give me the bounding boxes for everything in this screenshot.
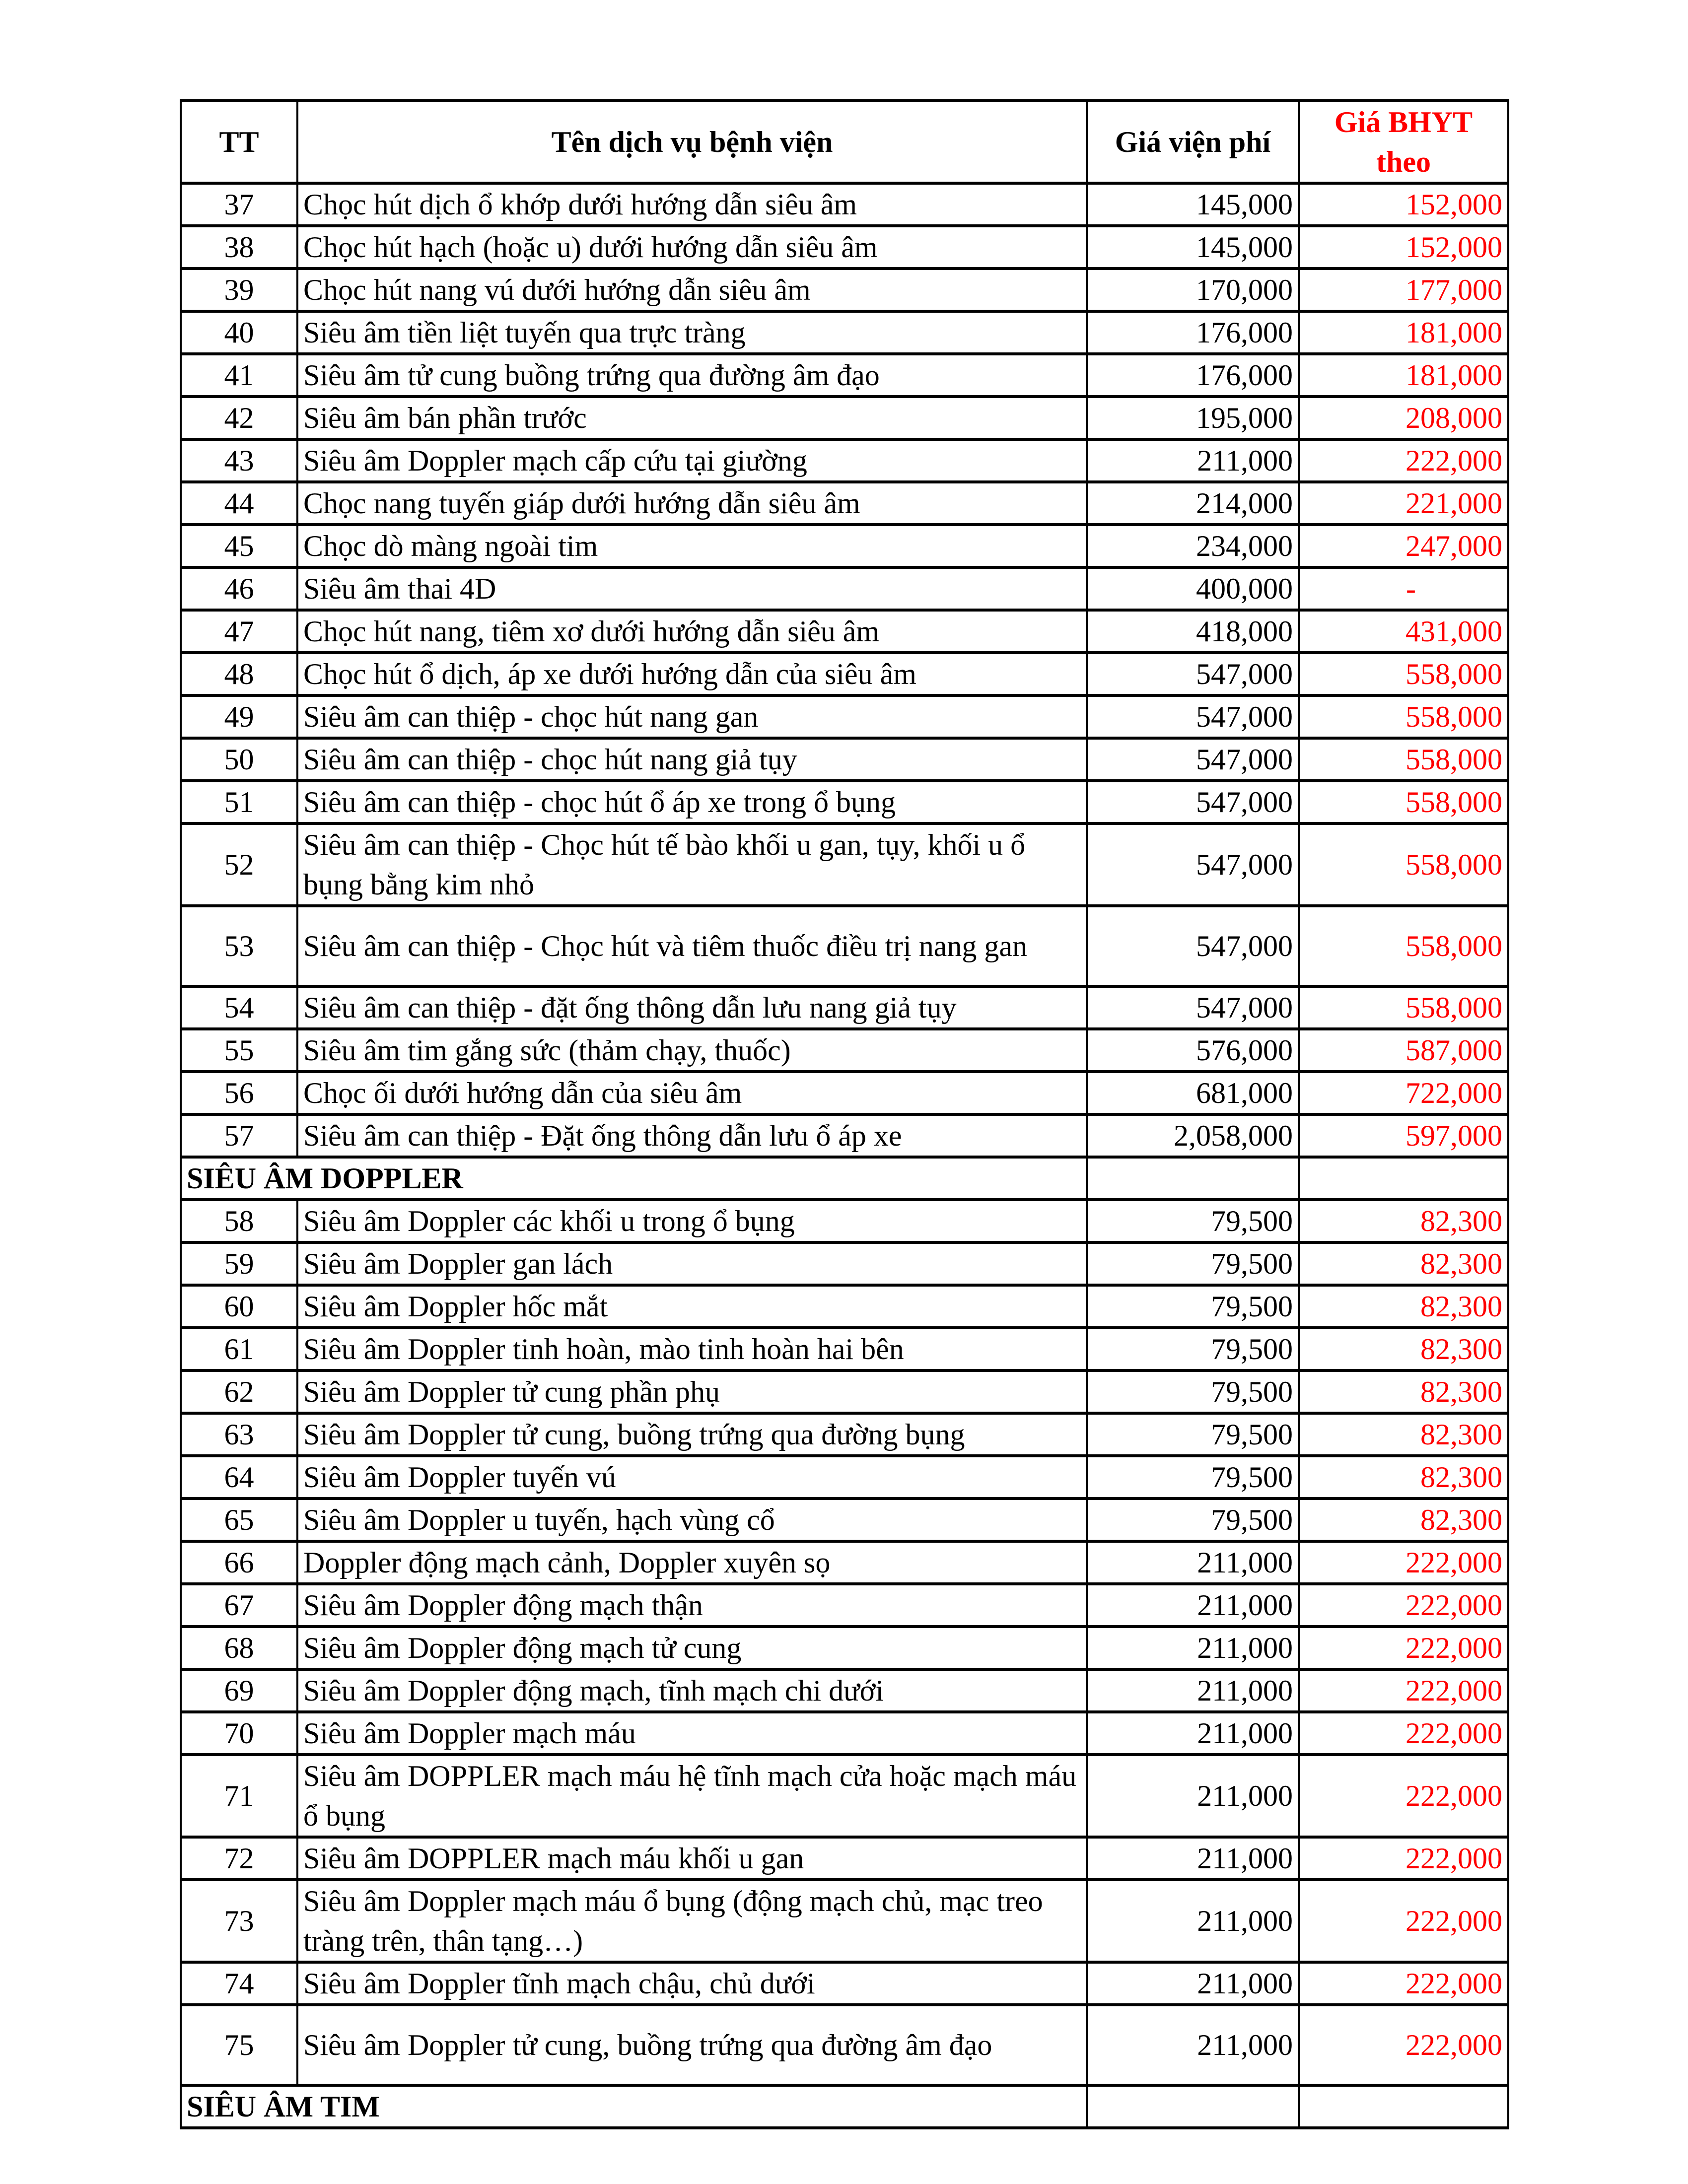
table-row [181,695,1508,738]
row-number: 49 [181,695,297,738]
row-number: 62 [181,1370,297,1413]
row-number: 42 [181,397,297,439]
hospital-price: 211,000 [1087,1669,1299,1712]
bhyt-price: 82,300 [1299,1200,1508,1242]
row-number: 57 [181,1114,297,1157]
hospital-price: 176,000 [1087,311,1299,354]
service-name: Siêu âm Doppler tử cung, buồng trứng qua đường âm đạo [297,2005,1087,2085]
service-name: Siêu âm Doppler mạch máu [297,1712,1087,1755]
bhyt-price: 222,000 [1299,1669,1508,1712]
bhyt-price: 558,000 [1299,906,1508,986]
service-name: Siêu âm can thiệp - chọc hút nang gan [297,695,1087,738]
service-name: Siêu âm Doppler tinh hoàn, mào tinh hoàn hai bên [297,1328,1087,1370]
hospital-price: 547,000 [1087,823,1299,906]
table-row [181,781,1508,823]
table-row [181,1880,1508,1962]
row-number: 43 [181,439,297,482]
hospital-price: 418,000 [1087,610,1299,653]
hospital-price: 234,000 [1087,525,1299,567]
row-number: 38 [181,226,297,269]
bhyt-price: 177,000 [1299,269,1508,311]
hospital-price: 211,000 [1087,1880,1299,1962]
row-number: 59 [181,1242,297,1285]
service-name: Chọc hút ổ dịch, áp xe dưới hướng dẫn của siêu âm [297,653,1087,695]
service-name: Siêu âm Doppler u tuyến, hạch vùng cổ [297,1499,1087,1541]
service-name: Siêu âm tử cung buồng trứng qua đường âm đạo [297,354,1087,397]
table-row [181,906,1508,986]
row-number: 66 [181,1541,297,1584]
table-row [181,1755,1508,1837]
table-row [181,1962,1508,2005]
service-name: Siêu âm thai 4D [297,567,1087,610]
row-number: 46 [181,567,297,610]
table-row [181,1285,1508,1328]
hospital-price: 145,000 [1087,183,1299,226]
section-row [181,1157,1508,1200]
bhyt-price: 597,000 [1299,1114,1508,1157]
row-number: 40 [181,311,297,354]
row-number: 39 [181,269,297,311]
hospital-price: 145,000 [1087,226,1299,269]
table-row [181,1837,1508,1880]
bhyt-price: 181,000 [1299,354,1508,397]
row-number: 65 [181,1499,297,1541]
table-header-row [181,101,1508,183]
table-row [181,1242,1508,1285]
row-number: 64 [181,1456,297,1499]
service-name: Siêu âm can thiệp - Đặt ống thông dẫn lưu ổ áp xe [297,1114,1087,1157]
bhyt-price: 222,000 [1299,1584,1508,1627]
hospital-price: 170,000 [1087,269,1299,311]
service-name: Siêu âm Doppler tuyến vú [297,1456,1087,1499]
row-number: 71 [181,1755,297,1837]
service-name: Siêu âm bán phần trước [297,397,1087,439]
table-row [181,653,1508,695]
bhyt-price: 722,000 [1299,1072,1508,1114]
section-price-cell [1087,1157,1299,1200]
table-row [181,1328,1508,1370]
hospital-price: 211,000 [1087,1584,1299,1627]
hospital-price: 79,500 [1087,1285,1299,1328]
bhyt-price: 222,000 [1299,1962,1508,2005]
table-row [181,1114,1508,1157]
row-number: 60 [181,1285,297,1328]
section-bhyt-cell [1299,2085,1508,2128]
bhyt-price: 82,300 [1299,1499,1508,1541]
hospital-price: 211,000 [1087,1627,1299,1669]
hospital-price: 547,000 [1087,738,1299,781]
table-row [181,269,1508,311]
bhyt-price: 222,000 [1299,2005,1508,2085]
service-name: Siêu âm Doppler động mạch, tĩnh mạch chi dưới [297,1669,1087,1712]
row-number: 37 [181,183,297,226]
table-row [181,226,1508,269]
bhyt-price: 152,000 [1299,183,1508,226]
table-row [181,2005,1508,2085]
table-row [181,986,1508,1029]
table-row [181,1029,1508,1072]
row-number: 61 [181,1328,297,1370]
bhyt-price: 82,300 [1299,1285,1508,1328]
bhyt-price: 152,000 [1299,226,1508,269]
row-number: 53 [181,906,297,986]
service-name: Chọc ối dưới hướng dẫn của siêu âm [297,1072,1087,1114]
row-number: 69 [181,1669,297,1712]
hospital-price: 79,500 [1087,1413,1299,1456]
hospital-price: 211,000 [1087,1837,1299,1880]
service-name: Chọc dò màng ngoài tim [297,525,1087,567]
table-row [181,1413,1508,1456]
hospital-price: 211,000 [1087,1541,1299,1584]
row-number: 55 [181,1029,297,1072]
row-number: 47 [181,610,297,653]
table-row [181,1584,1508,1627]
hospital-price: 79,500 [1087,1456,1299,1499]
row-number: 73 [181,1880,297,1962]
section-bhyt-cell [1299,1157,1508,1200]
service-name: Chọc hút hạch (hoặc u) dưới hướng dẫn siêu âm [297,226,1087,269]
bhyt-price: 181,000 [1299,311,1508,354]
hospital-price: 195,000 [1087,397,1299,439]
bhyt-price: 222,000 [1299,439,1508,482]
table-row [181,354,1508,397]
bhyt-price: 82,300 [1299,1370,1508,1413]
table-row [181,482,1508,525]
table-row [181,311,1508,354]
service-name: Chọc hút nang vú dưới hướng dẫn siêu âm [297,269,1087,311]
row-number: 44 [181,482,297,525]
table-row [181,397,1508,439]
hospital-price: 79,500 [1087,1242,1299,1285]
table-row [181,1200,1508,1242]
service-name: Siêu âm Doppler mạch máu ổ bụng (động mạch chủ, mạc treo tràng trên, thân tạng…) [297,1880,1087,1962]
bhyt-price: 208,000 [1299,397,1508,439]
bhyt-price: 587,000 [1299,1029,1508,1072]
section-row [181,2085,1508,2128]
table-body [181,183,1508,2128]
service-name: Siêu âm can thiệp - chọc hút ổ áp xe trong ổ bụng [297,781,1087,823]
row-number: 52 [181,823,297,906]
service-name: Siêu âm Doppler động mạch tử cung [297,1627,1087,1669]
service-name: Siêu âm Doppler tử cung, buồng trứng qua đường bụng [297,1413,1087,1456]
bhyt-price: 247,000 [1299,525,1508,567]
hospital-price: 400,000 [1087,567,1299,610]
service-name: Siêu âm Doppler tử cung phần phụ [297,1370,1087,1413]
bhyt-price: 82,300 [1299,1242,1508,1285]
bhyt-price: 82,300 [1299,1413,1508,1456]
row-number: 54 [181,986,297,1029]
service-name: Siêu âm tim gắng sức (thảm chạy, thuốc) [297,1029,1087,1072]
service-name: Siêu âm Doppler tĩnh mạch chậu, chủ dưới [297,1962,1087,2005]
service-name: Siêu âm DOPPLER mạch máu hệ tĩnh mạch cửa hoặc mạch máu ổ bụng [297,1755,1087,1837]
service-name: Doppler động mạch cảnh, Doppler xuyên sọ [297,1541,1087,1584]
hospital-price: 211,000 [1087,1712,1299,1755]
service-name: Chọc hút dịch ổ khớp dưới hướng dẫn siêu âm [297,183,1087,226]
service-name: Siêu âm DOPPLER mạch máu khối u gan [297,1837,1087,1880]
bhyt-price: 222,000 [1299,1755,1508,1837]
hospital-price: 79,500 [1087,1370,1299,1413]
bhyt-price: 222,000 [1299,1627,1508,1669]
table-row [181,525,1508,567]
header-bhyt-price: Giá BHYT theo [1299,101,1508,183]
row-number: 45 [181,525,297,567]
row-number: 41 [181,354,297,397]
bhyt-price: 222,000 [1299,1880,1508,1962]
bhyt-price: 82,300 [1299,1456,1508,1499]
header-hospital-price: Giá viện phí [1087,101,1299,183]
hospital-price: 211,000 [1087,1755,1299,1837]
table-row [181,1456,1508,1499]
service-name: Siêu âm Doppler hốc mắt [297,1285,1087,1328]
service-name: Chọc hút nang, tiêm xơ dưới hướng dẫn siêu âm [297,610,1087,653]
hospital-price: 79,500 [1087,1200,1299,1242]
service-name: Siêu âm Doppler gan lách [297,1242,1087,1285]
service-name: Siêu âm can thiệp - chọc hút nang giả tụy [297,738,1087,781]
row-number: 67 [181,1584,297,1627]
service-name: Siêu âm can thiệp - Chọc hút và tiêm thuốc điều trị nang gan [297,906,1087,986]
table-row [181,1072,1508,1114]
row-number: 63 [181,1413,297,1456]
table-row [181,1541,1508,1584]
hospital-price: 211,000 [1087,439,1299,482]
row-number: 68 [181,1627,297,1669]
section-title: SIÊU ÂM DOPPLER [181,1157,1087,1200]
service-name: Siêu âm can thiệp - đặt ống thông dẫn lưu nang giả tụy [297,986,1087,1029]
bhyt-price: 222,000 [1299,1712,1508,1755]
row-number: 58 [181,1200,297,1242]
price-table [180,99,1509,2129]
row-number: 56 [181,1072,297,1114]
hospital-price: 547,000 [1087,906,1299,986]
row-number: 74 [181,1962,297,2005]
hospital-price: 214,000 [1087,482,1299,525]
hospital-price: 211,000 [1087,2005,1299,2085]
table-row [181,1669,1508,1712]
row-number: 51 [181,781,297,823]
bhyt-price: 221,000 [1299,482,1508,525]
table-row [181,1370,1508,1413]
hospital-price: 547,000 [1087,781,1299,823]
hospital-price: 176,000 [1087,354,1299,397]
bhyt-price: - [1299,567,1508,610]
bhyt-price: 558,000 [1299,823,1508,906]
row-number: 72 [181,1837,297,1880]
bhyt-price: 558,000 [1299,653,1508,695]
table-row [181,1627,1508,1669]
service-name: Siêu âm tiền liệt tuyến qua trực tràng [297,311,1087,354]
header-service-name: Tên dịch vụ bệnh viện [297,101,1087,183]
bhyt-price: 222,000 [1299,1837,1508,1880]
hospital-price: 547,000 [1087,695,1299,738]
service-name: Siêu âm Doppler các khối u trong ổ bụng [297,1200,1087,1242]
hospital-price: 681,000 [1087,1072,1299,1114]
hospital-price: 576,000 [1087,1029,1299,1072]
hospital-price: 2,058,000 [1087,1114,1299,1157]
bhyt-price: 558,000 [1299,738,1508,781]
table-row [181,823,1508,906]
table-row [181,183,1508,226]
row-number: 50 [181,738,297,781]
row-number: 75 [181,2005,297,2085]
service-name: Chọc nang tuyến giáp dưới hướng dẫn siêu âm [297,482,1087,525]
table-row [181,567,1508,610]
hospital-price: 211,000 [1087,1962,1299,2005]
hospital-price: 79,500 [1087,1328,1299,1370]
table-row [181,610,1508,653]
hospital-price: 547,000 [1087,986,1299,1029]
table-row [181,439,1508,482]
bhyt-price: 82,300 [1299,1328,1508,1370]
table-row [181,1712,1508,1755]
service-name: Siêu âm Doppler mạch cấp cứu tại giường [297,439,1087,482]
bhyt-price: 222,000 [1299,1541,1508,1584]
header-tt: TT [181,101,297,183]
hospital-price: 79,500 [1087,1499,1299,1541]
row-number: 48 [181,653,297,695]
section-title: SIÊU ÂM TIM [181,2085,1087,2128]
table-row [181,738,1508,781]
bhyt-price: 558,000 [1299,695,1508,738]
table-row [181,1499,1508,1541]
bhyt-price: 558,000 [1299,986,1508,1029]
section-price-cell [1087,2085,1299,2128]
bhyt-price: 431,000 [1299,610,1508,653]
row-number: 70 [181,1712,297,1755]
service-name: Siêu âm Doppler động mạch thận [297,1584,1087,1627]
service-name: Siêu âm can thiệp - Chọc hút tế bào khối u gan, tụy, khối u ổ bụng bằng kim nhỏ [297,823,1087,906]
bhyt-price: 558,000 [1299,781,1508,823]
hospital-price: 547,000 [1087,653,1299,695]
